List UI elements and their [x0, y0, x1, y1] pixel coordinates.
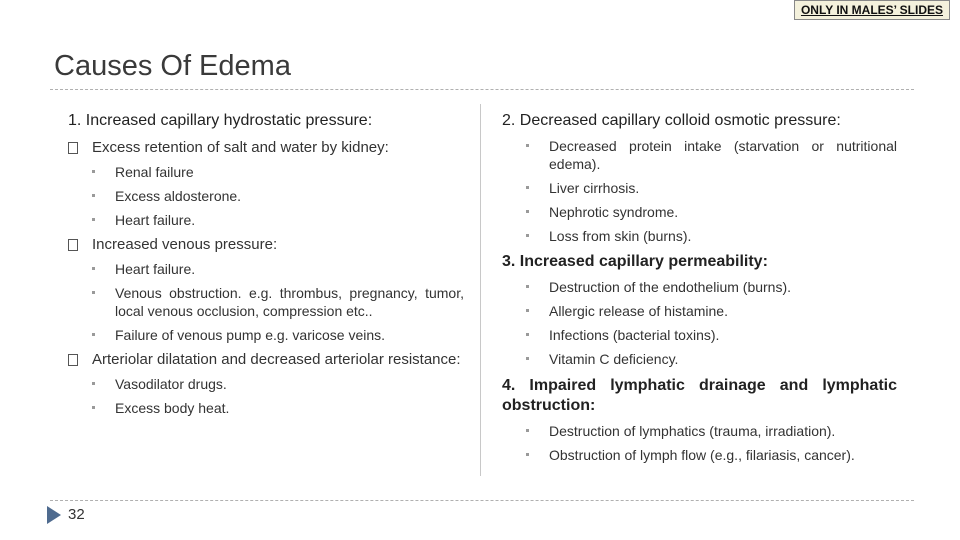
left-column [68, 111, 464, 423]
bullet-icon [92, 406, 95, 409]
checkbox-bullet-icon [68, 354, 78, 366]
footer-divider [50, 500, 914, 501]
list-item: Allergic release of histamine. [502, 302, 897, 320]
list-item: Vitamin C deficiency. [502, 350, 897, 368]
bullet-icon [526, 453, 529, 456]
list-item: Nephrotic syndrome. [502, 203, 897, 221]
play-arrow-icon [47, 506, 61, 524]
bullet-icon [92, 267, 95, 270]
list-item: Destruction of the endothelium (burns). [502, 278, 897, 296]
list-item: Vasodilator drugs. [68, 375, 464, 393]
list-item: Liver cirrhosis. [502, 179, 897, 197]
bullet-icon [526, 210, 529, 213]
bullet-icon [526, 309, 529, 312]
group-items-list [68, 163, 464, 229]
bullet-icon [92, 382, 95, 385]
list-item: Venous obstruction. e.g. thrombus, pregnancy, tumor, local venous occlusion, compression etc.. [68, 284, 464, 320]
slide-title: Causes Of Edema [54, 50, 291, 82]
bullet-icon [526, 357, 529, 360]
group-label: Excess retention of salt and water by kidney: [92, 139, 389, 156]
list-item: Decreased protein intake (starvation or nutritional edema). [502, 137, 897, 173]
column-divider [480, 104, 481, 476]
section-items-list [502, 278, 897, 368]
group-arteriolar [68, 350, 464, 369]
bullet-icon [92, 333, 95, 336]
section-heading-4: 4. Impaired lymphatic drainage and lymphatic obstruction: [502, 377, 897, 414]
group-venous-pressure [68, 235, 464, 254]
list-item: Excess body heat. [68, 399, 464, 417]
bullet-icon [92, 194, 95, 197]
list-item: Failure of venous pump e.g. varicose veins. [68, 326, 464, 344]
list-item: Heart failure. [68, 211, 464, 229]
bullet-icon [526, 285, 529, 288]
section-heading-2: 2. Decreased capillary colloid osmotic pressure: [502, 112, 841, 129]
bullet-icon [526, 429, 529, 432]
section-items-list [502, 422, 897, 464]
section-heading-1: 1. Increased capillary hydrostatic pressure: [68, 112, 373, 129]
bullet-icon [92, 291, 95, 294]
section-items-list [502, 137, 897, 245]
list-item: Obstruction of lymph flow (e.g., filariasis, cancer). [502, 446, 897, 464]
group-salt-water [68, 138, 464, 157]
section-heading-3: 3. Increased capillary permeability: [502, 253, 768, 270]
title-divider [50, 89, 914, 90]
bullet-icon [92, 218, 95, 221]
list-item: Renal failure [68, 163, 464, 181]
list-item: Destruction of lymphatics (trauma, irradiation). [502, 422, 897, 440]
list-item: Heart failure. [68, 260, 464, 278]
checkbox-bullet-icon [68, 239, 78, 251]
checkbox-bullet-icon [68, 142, 78, 154]
group-label: Increased venous pressure: [92, 236, 278, 253]
right-column [502, 111, 897, 470]
group-label: Arteriolar dilatation and decreased arteriolar resistance: [92, 351, 461, 368]
bullet-icon [526, 186, 529, 189]
bullet-icon [526, 333, 529, 336]
group-items-list [68, 375, 464, 417]
bullet-icon [92, 170, 95, 173]
list-item: Infections (bacterial toxins). [502, 326, 897, 344]
bullet-icon [526, 234, 529, 237]
bullet-icon [526, 144, 529, 147]
page-number: 32 [68, 506, 85, 523]
males-only-badge: ONLY IN MALES’ SLIDES [794, 0, 950, 20]
group-items-list [68, 260, 464, 344]
list-item: Loss from skin (burns). [502, 227, 897, 245]
list-item: Excess aldosterone. [68, 187, 464, 205]
